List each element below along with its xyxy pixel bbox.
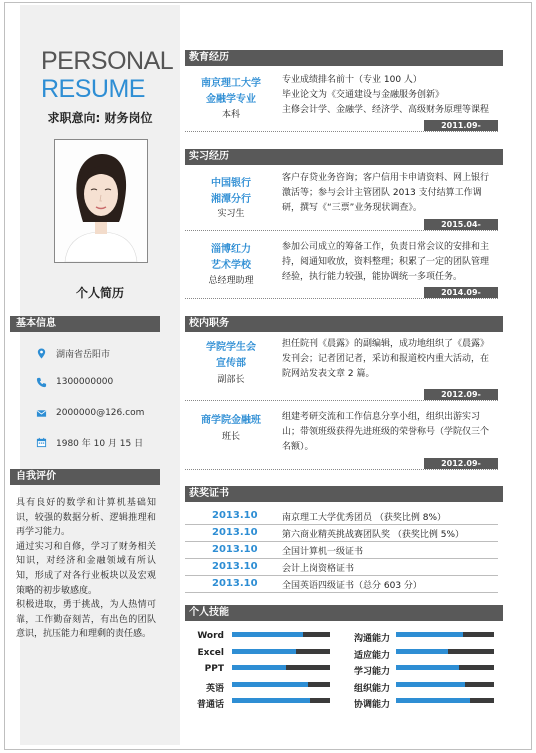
skill-bar-fill (396, 698, 470, 703)
award-text: 南京理工大学优秀团员 （获奖比例 8%） (282, 513, 447, 523)
education-major: 金融学专业 (206, 94, 256, 105)
campus-org-line1: 商学院金融班 (201, 415, 261, 426)
campus-org-line2: 宣传部 (216, 358, 246, 369)
internship-date: 2015.04-2015.06 (424, 219, 498, 230)
award-date: 2013.10 (212, 578, 258, 589)
portrait-image (55, 140, 147, 262)
awards-heading: 获奖证书 (185, 486, 503, 502)
skill-bar (232, 682, 330, 687)
skill-label: Word (197, 631, 224, 641)
internship-role: 总经理助理 (208, 276, 254, 286)
award-divider (185, 575, 498, 576)
campus-role: 班长 (221, 432, 240, 442)
skill-label: 沟通能力 (353, 634, 390, 644)
skill-label: 协调能力 (353, 700, 390, 711)
campus-date: 2012.09-2014.06 (424, 389, 498, 400)
email-icon (36, 408, 47, 419)
internship-org-line1: 淄博红力 (211, 244, 251, 255)
skill-bar-fill (232, 665, 286, 670)
section-divider (185, 131, 498, 132)
award-divider (185, 524, 498, 525)
email-row (36, 405, 144, 421)
self-eval-heading: 自我评价 (10, 469, 160, 485)
campus-heading: 校内职务 (185, 316, 503, 332)
skill-bar-fill (396, 649, 448, 654)
skill-bar-fill (396, 682, 465, 687)
skill-bar (396, 665, 494, 670)
skill-label: 学习能力 (353, 667, 390, 678)
title-resume: RESUME (41, 75, 145, 103)
award-date: 2013.10 (212, 561, 258, 572)
resume-label: 个人简历 (75, 286, 124, 300)
calendar-icon (36, 437, 47, 448)
internship-org-line2: 湘潭分行 (211, 194, 251, 205)
campus-org-line1: 学院学生会 (206, 342, 256, 353)
location-text: 湖南省岳阳市 (56, 349, 111, 360)
campus-role: 副部长 (217, 375, 245, 385)
skill-bar-fill (396, 632, 463, 637)
title-personal: PERSONAL (41, 47, 174, 75)
phone-row (36, 374, 113, 390)
phone-icon (36, 377, 47, 388)
campus-date: 2012.09-2013.06 (424, 458, 498, 469)
skill-label: 组织能力 (353, 683, 390, 694)
education-details (282, 73, 497, 118)
internship-date: 2014.09-2014.10 (424, 287, 498, 298)
skill-bar-fill (232, 698, 310, 703)
award-text: 全国英语四级证书（总分 603 分） (282, 581, 422, 591)
skill-bar-fill (232, 632, 303, 637)
internship-heading: 实习经历 (185, 149, 503, 165)
skill-label: PPT (204, 664, 224, 675)
self-evaluation-text (16, 496, 156, 642)
skill-bar (232, 632, 330, 637)
campus-desc: 组建考研交流和工作信息分享小组，组织出游实习山；带领班级获得先进班级的荣誉称号（学院仅三个名额）。 (282, 412, 490, 452)
award-divider (185, 541, 498, 542)
skill-bar (232, 649, 330, 654)
email-text: 2000000@126.com (56, 408, 145, 418)
skill-label: Excel (197, 647, 224, 658)
skill-bar-fill (396, 665, 459, 670)
award-divider (185, 558, 498, 559)
item-divider (185, 230, 498, 231)
internship-role: 实习生 (217, 209, 245, 219)
education-date: 2011.09-2015.06 (424, 120, 498, 131)
skill-bar-fill (232, 682, 308, 687)
birthday-text: 1980 年 10 月 15 日 (56, 438, 144, 449)
self-eval-paragraph: 通过实习和自修，学习了财务相关知识，对经济和金融领域有所认知，形成了对各行业板块以及宏观策略的初步敏感度。 (16, 541, 156, 596)
skill-bar (396, 649, 494, 654)
campus-desc: 担任院刊《晨露》的副编辑，成功地组织了《晨露》发刊会；记者团记者，采访和报道校内重大活动，在院网站发表文章 2 篇。 (282, 339, 490, 379)
education-detail: 专业成绩排名前十（专业 100 人） (282, 75, 422, 85)
award-date: 2013.10 (212, 527, 258, 538)
section-divider (185, 469, 498, 470)
self-eval-paragraph: 积极进取，勇于挑战，为人热情可靠，工作勤奋刻苦，有出色的团队意识，抗压能力和理剩的责任感。 (16, 600, 156, 640)
award-divider (185, 592, 498, 593)
award-text: 全国计算机一级证书 (282, 547, 364, 557)
item-divider (185, 400, 498, 401)
award-text: 第六商业精英挑战赛团队奖 （获奖比例 5%） (282, 530, 465, 540)
skill-bar (396, 682, 494, 687)
basic-info-heading: 基本信息 (10, 316, 160, 332)
skill-label: 英语 (205, 683, 224, 694)
education-heading: 教育经历 (185, 50, 503, 66)
education-school: 南京理工大学 (201, 78, 261, 89)
skills-heading: 个人技能 (185, 605, 503, 621)
education-detail: 毕业论文为《交通建设与金融服务创新》 (282, 90, 445, 100)
birthday-row (36, 434, 143, 450)
education-degree: 本科 (221, 110, 240, 120)
job-objective: 求职意向: 财务岗位 (47, 111, 153, 125)
section-divider (185, 298, 498, 299)
skill-bar (396, 698, 494, 703)
internship-org-line1: 中国银行 (211, 178, 251, 189)
skill-bar (232, 665, 330, 670)
award-date: 2013.10 (212, 510, 258, 521)
education-detail: 主修会计学、金融学、经济学、高级财务原理等课程 (282, 105, 490, 115)
skill-bar-fill (232, 649, 296, 654)
self-eval-paragraph: 具有良好的数学和计算机基础知识，较强的数据分析、逻辑推理和再学习能力。 (16, 498, 156, 538)
profile-photo (54, 139, 148, 263)
award-date: 2013.10 (212, 544, 258, 555)
location-row (36, 345, 110, 361)
internship-desc: 客户存贷业务咨询；客户信用卡申请资料、网上银行激活等；参与会计主管团队 2013 支付结算工作调研，撰写《“三票”业务现状调查》。 (282, 173, 490, 213)
skill-label: 适应能力 (353, 650, 390, 661)
award-text: 会计上岗资格证书 (282, 564, 355, 574)
internship-org-line2: 艺术学校 (211, 260, 251, 271)
phone-text: 1300000000 (56, 377, 114, 387)
skill-label: 普通话 (196, 700, 224, 711)
internship-desc: 参加公司成立的筹备工作，负责日常会议的安排和主持，阅通知收放，资料整理；积累了一定的团队管理经验，执行能力较强，能协调统一多项任务。 (282, 242, 490, 282)
skill-bar (396, 632, 494, 637)
location-pin-icon (36, 348, 47, 359)
skill-bar (232, 698, 330, 703)
